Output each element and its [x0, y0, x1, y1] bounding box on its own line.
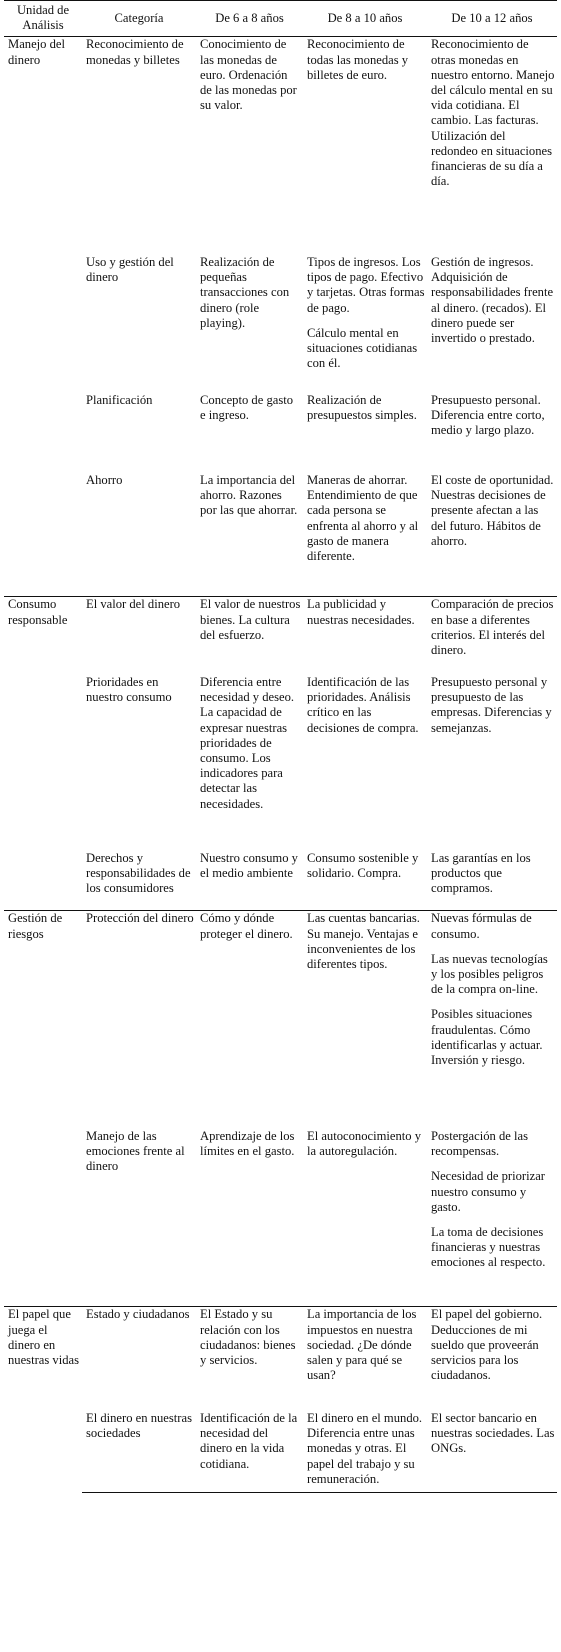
header-8-10: De 8 a 10 años	[327, 10, 403, 25]
unit-cell: El papel que juega el dinero en nuestras vidas	[4, 1307, 82, 1493]
category-cell: El valor del dinero	[82, 597, 196, 675]
cell-text: Posibles situaciones fraudulentas. Cómo identificarlas y actuar. Inversión y riesgo.	[431, 1007, 543, 1068]
table-row	[4, 911, 557, 1129]
unit-cell: Gestión de riesgos	[4, 911, 82, 1307]
curriculum-table	[4, 0, 557, 1493]
cell-text: Las nuevas tecnologías y los posibles peligros de la compra on-line.	[431, 951, 548, 997]
table-row	[4, 473, 557, 597]
category-cell: Planificación	[86, 392, 153, 407]
header-10-12: De 10 a 12 años	[451, 10, 533, 25]
cell-8-10: Realización de presupuestos simples.	[307, 392, 417, 423]
category-cell: Ahorro	[86, 472, 123, 487]
header-6-8: De 6 a 8 años	[215, 10, 284, 25]
table-row	[4, 597, 557, 675]
cell-10-12: Comparación de precios en base a diferentes criterios. El interés del dinero.	[427, 597, 557, 675]
cell-8-10: Consumo sostenible y solidario. Compra.	[307, 850, 419, 881]
cell-text: Nuevas fórmulas de consumo.	[431, 911, 532, 941]
category-cell: Prioridades en nuestro consumo	[86, 674, 172, 705]
category-cell: Reconocimiento de monedas y billetes	[82, 37, 196, 255]
cell-6-8: Concepto de gasto e ingreso.	[200, 392, 294, 423]
cell-6-8: El valor de nuestros bienes. La cultura del esfuerzo.	[196, 597, 303, 675]
cell-text: Tipos de ingresos. Los tipos de pago. Efectivo y tarjetas. Otras formas de pago.	[307, 254, 425, 315]
header-categoria: Categoría	[114, 10, 164, 25]
cell-8-10: Maneras de ahorrar. Entendimiento de que cada persona se enfrenta al ahorro y al gasto de manera diferente.	[307, 472, 419, 563]
cell-text: La toma de decisiones financieras y nuestras emociones al respecto.	[431, 1224, 546, 1270]
cell-10-12: Presupuesto personal. Diferencia entre corto, medio y largo plazo.	[431, 392, 545, 438]
cell-6-8: La importancia del ahorro. Razones por las que ahorrar.	[200, 472, 298, 518]
cell-10-12	[427, 1129, 557, 1307]
category-cell: Uso y gestión del dinero	[86, 254, 174, 285]
table-row	[4, 393, 557, 473]
cell-6-8: El Estado y su relación con los ciudadanos: bienes y servicios.	[196, 1307, 303, 1411]
table-header	[4, 1, 557, 37]
cell-8-10	[303, 255, 427, 393]
cell-text: Postergación de las recompensas.	[431, 1128, 528, 1159]
unit-cell: Consumo responsable	[4, 597, 82, 911]
table-row	[4, 1129, 557, 1307]
cell-text: Cálculo mental en situaciones cotidianas con él.	[307, 325, 418, 371]
cell-8-10: Identificación de las prioridades. Análisis crítico en las decisiones de compra.	[307, 674, 419, 735]
cell-10-12: Gestión de ingresos. Adquisición de responsabilidades frente al dinero. (recados). El dinero puede ser invertido o prestado.	[431, 254, 554, 345]
category-cell: Protección del dinero	[82, 911, 196, 1129]
cell-6-8: Aprendizaje de los límites en el gasto.	[200, 1128, 295, 1159]
cell-8-10: El dinero en el mundo. Diferencia entre unas monedas y otras. El papel del trabajo y su remuneración.	[303, 1411, 427, 1493]
table-row	[4, 675, 557, 851]
cell-10-12: El sector bancario en nuestras sociedades. Las ONGs.	[427, 1411, 557, 1493]
unit-cell: Manejo del dinero	[4, 37, 82, 597]
table-body	[4, 37, 557, 1493]
cell-8-10: El autoconocimiento y la autoregulación.	[307, 1128, 422, 1159]
category-cell: Manejo de las emociones frente al dinero	[86, 1128, 185, 1174]
cell-6-8: Identificación de la necesidad del dinero en la vida cotidiana.	[196, 1411, 303, 1493]
cell-10-12	[427, 911, 557, 1129]
cell-6-8: Nuestro consumo y el medio ambiente	[200, 850, 298, 881]
cell-8-10: La importancia de los impuestos en nuestra sociedad. ¿De dónde salen y para qué se usan?	[303, 1307, 427, 1411]
cell-6-8: Realización de pequeñas transacciones con dinero (role playing).	[200, 254, 290, 330]
cell-10-12: Presupuesto personal y presupuesto de las empresas. Diferencias y semejanzas.	[431, 674, 552, 735]
table-row	[4, 1307, 557, 1411]
cell-10-12: El coste de oportunidad. Nuestras decisiones de presente afectan a las del futuro. Hábitos de ahorro.	[431, 472, 554, 548]
category-cell: El dinero en nuestras sociedades	[82, 1411, 196, 1493]
cell-8-10: Reconocimiento de todas las monedas y billetes de euro.	[303, 37, 427, 255]
cell-6-8: Diferencia entre necesidad y deseo. La capacidad de expresar nuestras prioridades de consumo. Los indicadores para detectar las necesidades.	[200, 674, 295, 811]
cell-6-8: Conocimiento de las monedas de euro. Ordenación de las monedas por su valor.	[196, 37, 303, 255]
cell-text: Necesidad de priorizar nuestro consumo y gasto.	[431, 1169, 545, 1214]
category-cell: Derechos y responsabilidades de los consumidores	[86, 850, 191, 896]
cell-8-10: La publicidad y nuestras necesidades.	[303, 597, 427, 675]
cell-10-12: Las garantías en los productos que compramos.	[431, 850, 531, 896]
table-row	[4, 1411, 557, 1493]
table-row	[4, 851, 557, 911]
header-unidad: Unidad de Análisis	[16, 3, 70, 33]
table-row	[4, 255, 557, 393]
table-row	[4, 37, 557, 255]
cell-8-10: Las cuentas bancarias. Su manejo. Ventajas e inconvenientes de los diferentes tipos.	[303, 911, 427, 1129]
category-cell: Estado y ciudadanos	[82, 1307, 196, 1411]
cell-10-12: El papel del gobierno. Deducciones de mi sueldo que proveerán servicios para los ciudadanos.	[427, 1307, 557, 1411]
cell-10-12: Reconocimiento de otras monedas en nuestro entorno. Manejo del cálculo mental en su vida cotidiana. El cambio. Las facturas. Utilización del redondeo en situaciones financieras de su día a día.	[427, 37, 557, 255]
cell-6-8: Cómo y dónde proteger el dinero.	[196, 911, 303, 1129]
